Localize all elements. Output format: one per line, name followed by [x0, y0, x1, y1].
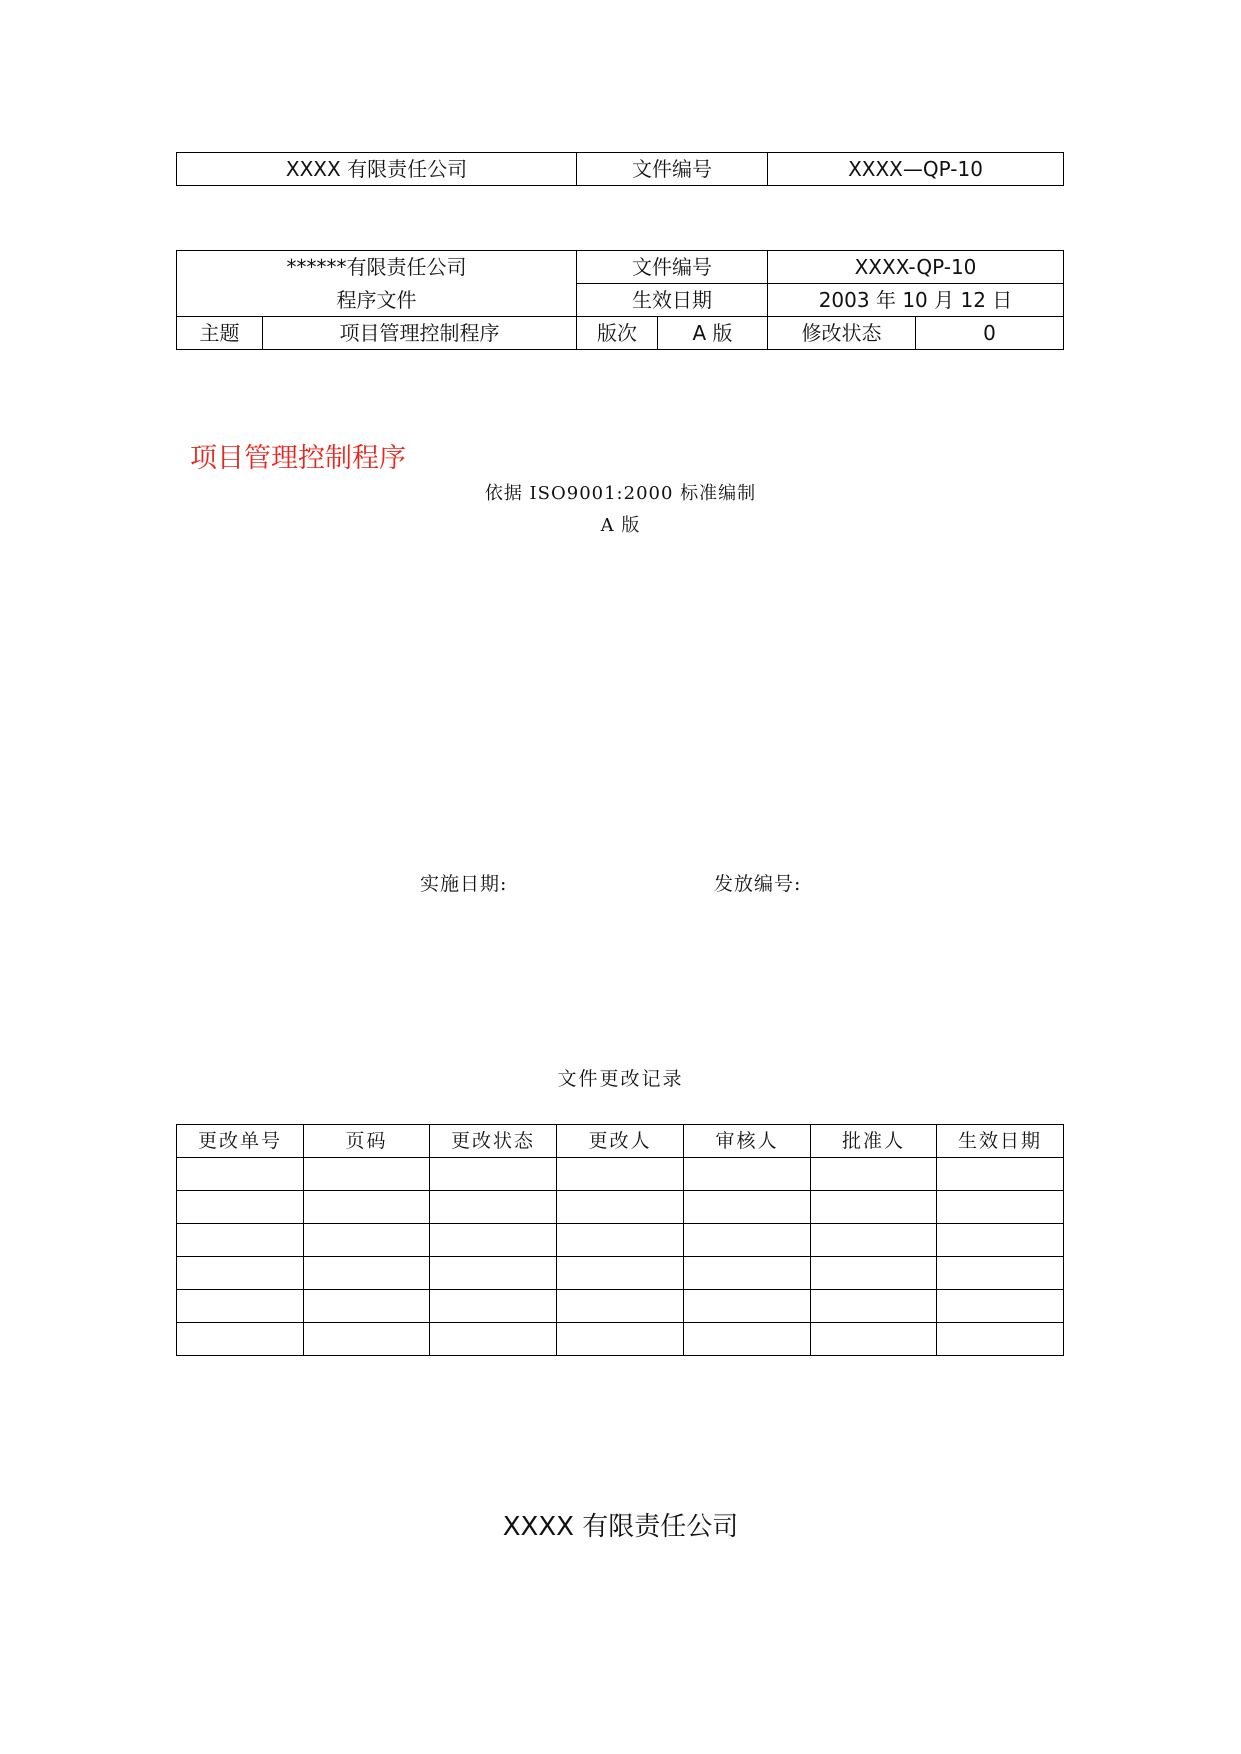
version-value: A 版 — [658, 317, 768, 350]
header-company: XXXX 有限责任公司 — [177, 153, 577, 186]
table-cell — [430, 1323, 557, 1356]
table-row — [177, 1191, 1064, 1224]
revision-label: 修改状态 — [768, 317, 916, 350]
table-cell — [937, 1323, 1064, 1356]
table-cell — [177, 1257, 304, 1290]
table-row — [177, 1290, 1064, 1323]
col-header-changer: 更改人 — [557, 1125, 684, 1158]
change-record-table — [176, 1124, 1064, 1356]
doc-type: 程序文件 — [177, 284, 577, 317]
doc-no: XXXX-QP-10 — [768, 251, 1064, 284]
table-cell — [937, 1224, 1064, 1257]
table-cell — [684, 1290, 811, 1323]
table-cell — [557, 1191, 684, 1224]
table-cell — [684, 1191, 811, 1224]
doc-no-label: 文件编号 — [577, 251, 768, 284]
table-cell — [937, 1191, 1064, 1224]
table-cell — [684, 1224, 811, 1257]
change-record-title: 文件更改记录 — [557, 1068, 684, 1090]
table-cell — [811, 1257, 937, 1290]
table-cell — [557, 1257, 684, 1290]
table-cell — [304, 1224, 430, 1257]
table-cell — [430, 1158, 557, 1191]
table-cell — [557, 1158, 684, 1191]
header-row — [177, 153, 1064, 186]
table-cell — [937, 1290, 1064, 1323]
doc-info-row-1 — [177, 251, 1064, 284]
header-table — [176, 152, 1064, 186]
edition: A 版 — [600, 515, 641, 536]
col-header-approver: 批准人 — [811, 1125, 937, 1158]
table-cell — [430, 1290, 557, 1323]
table-cell — [937, 1158, 1064, 1191]
header-doc-no: XXXX—QP-10 — [768, 153, 1064, 186]
table-cell — [937, 1257, 1064, 1290]
table-cell — [177, 1224, 304, 1257]
subject-value: 项目管理控制程序 — [263, 317, 577, 350]
footer-company: XXXX 有限责任公司 — [502, 1512, 739, 1542]
table-cell — [684, 1323, 811, 1356]
standard-basis: 依据 ISO9001:2000 标准编制 — [484, 483, 757, 504]
subject-label: 主题 — [177, 317, 263, 350]
version-label: 版次 — [577, 317, 658, 350]
table-cell — [811, 1323, 937, 1356]
col-header-change-no: 更改单号 — [177, 1125, 304, 1158]
effective-date: 2003 年 10 月 12 日 — [768, 284, 1064, 317]
table-cell — [557, 1323, 684, 1356]
change-record-header-row — [177, 1125, 1064, 1158]
table-cell — [430, 1224, 557, 1257]
table-cell — [177, 1158, 304, 1191]
col-header-reviewer: 审核人 — [684, 1125, 811, 1158]
table-cell — [684, 1257, 811, 1290]
doc-company: ******有限责任公司 — [177, 251, 577, 284]
implement-date-label: 实施日期: — [420, 873, 508, 895]
doc-info-table — [176, 250, 1064, 350]
table-cell — [177, 1191, 304, 1224]
table-cell — [304, 1290, 430, 1323]
effective-date-label: 生效日期 — [577, 284, 768, 317]
col-header-effective-date: 生效日期 — [937, 1125, 1064, 1158]
revision-value: 0 — [916, 317, 1064, 350]
table-cell — [811, 1191, 937, 1224]
table-cell — [557, 1224, 684, 1257]
doc-info-row-3 — [177, 317, 1064, 350]
doc-info-row-2 — [177, 284, 1064, 317]
document-title: 项目管理控制程序 — [190, 443, 406, 474]
table-cell — [811, 1158, 937, 1191]
col-header-page: 页码 — [304, 1125, 430, 1158]
table-cell — [557, 1290, 684, 1323]
table-cell — [304, 1158, 430, 1191]
table-cell — [684, 1158, 811, 1191]
table-cell — [811, 1224, 937, 1257]
col-header-change-status: 更改状态 — [430, 1125, 557, 1158]
table-cell — [304, 1257, 430, 1290]
table-row — [177, 1224, 1064, 1257]
table-cell — [177, 1290, 304, 1323]
header-doc-no-label: 文件编号 — [577, 153, 768, 186]
table-cell — [177, 1323, 304, 1356]
table-cell — [304, 1323, 430, 1356]
table-row — [177, 1257, 1064, 1290]
table-row — [177, 1323, 1064, 1356]
table-cell — [304, 1191, 430, 1224]
table-cell — [430, 1257, 557, 1290]
table-cell — [430, 1191, 557, 1224]
table-cell — [811, 1290, 937, 1323]
table-row — [177, 1158, 1064, 1191]
issue-number-label: 发放编号: — [714, 873, 802, 895]
